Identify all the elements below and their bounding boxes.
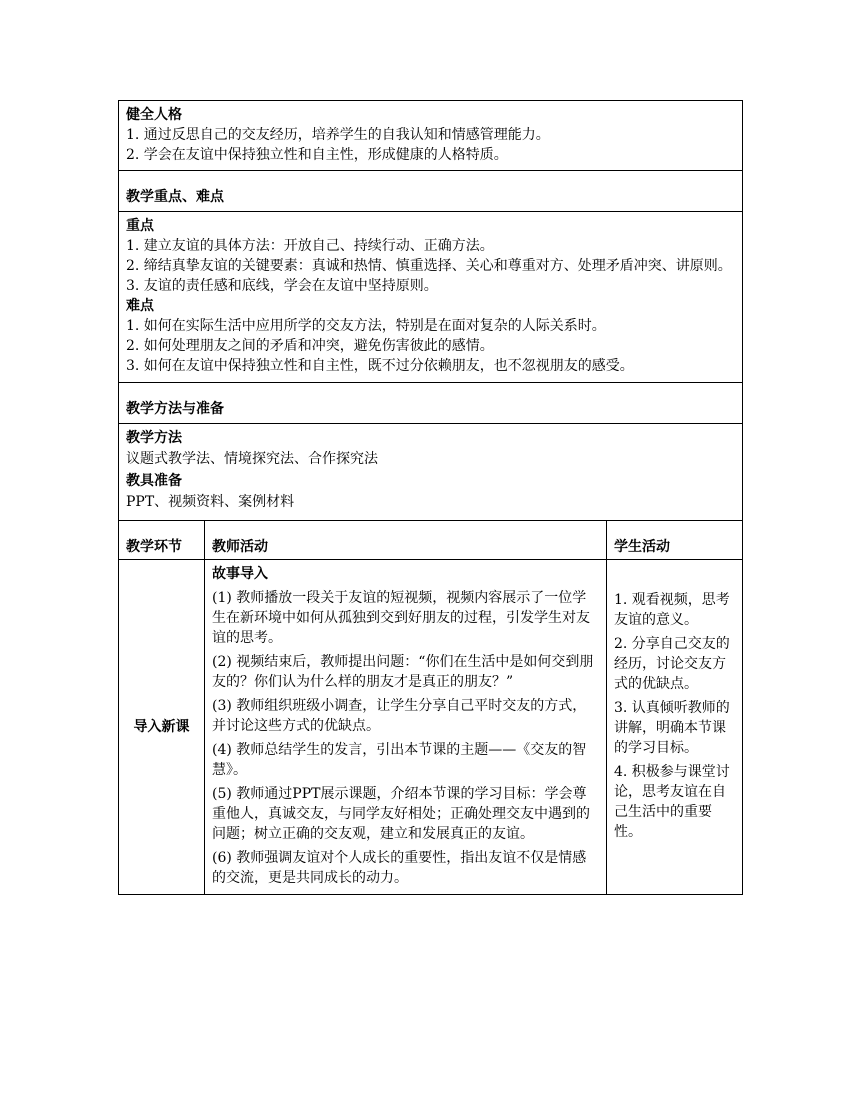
list-item: 4. 积极参与课堂讨论，思考友谊在自己生活中的重要性。	[614, 764, 730, 840]
list-item: 3. 如何在友谊中保持独立性和自主性，既不过分依赖朋友，也不忽视朋友的感受。	[126, 358, 634, 374]
teacher-title: 故事导入	[212, 566, 268, 582]
table-row	[119, 560, 743, 895]
header-stage: 教学环节	[119, 521, 205, 560]
section-methods	[119, 424, 743, 521]
subsection-title: 教学方法	[126, 430, 182, 446]
section-key-points	[119, 212, 743, 383]
list-item: (5) 教师通过PPT展示课题，介绍本节课的学习目标：学会尊重他人，真诚交友，与同学友好相处；正确处理交友中遇到的问题；树立正确的交友观，建立和发展真正的友谊。	[212, 786, 590, 842]
subsection-title: 难点	[126, 298, 154, 314]
list-item: 2. 如何处理朋友之间的矛盾和冲突，避免伤害彼此的感情。	[126, 338, 494, 354]
section-title: 教学方法与准备	[119, 383, 743, 424]
section-header-methods	[119, 383, 743, 424]
list-item: (4) 教师总结学生的发言，引出本节课的主题——《交友的智慧》。	[212, 742, 587, 778]
list-item: 2. 缔结真挚友谊的关键要素：真诚和热情、慎重选择、关心和尊重对方、处理矛盾冲突、讲原则。	[126, 258, 732, 274]
stage-cell: 导入新课	[119, 560, 205, 895]
section-title: 健全人格	[126, 107, 182, 123]
list-item: (1) 教师播放一段关于友谊的短视频，视频内容展示了一位学生在新环境中如何从孤独到交到好朋友的过程，引发学生对友谊的思考。	[212, 590, 590, 646]
table-header-row	[119, 521, 743, 560]
list-item: 2. 学会在友谊中保持独立性和自主性，形成健康的人格特质。	[126, 147, 508, 163]
list-item: 3. 认真倾听教师的讲解，明确本节课的学习目标。	[614, 700, 730, 756]
method-text: 议题式教学法、情境探究法、合作探究法	[126, 451, 378, 467]
subsection-title: 教具准备	[126, 473, 182, 489]
list-item: 1. 如何在实际生活中应用所学的交友方法，特别是在面对复杂的人际关系时。	[126, 318, 606, 334]
header-teacher: 教师活动	[205, 521, 607, 560]
section-header-key-points	[119, 171, 743, 212]
section-title: 教学重点、难点	[119, 171, 743, 212]
header-student: 学生活动	[607, 521, 743, 560]
student-activity-cell	[607, 560, 743, 895]
subsection-title: 重点	[126, 218, 154, 234]
list-item: 1. 通过反思自己的交友经历，培养学生的自我认知和情感管理能力。	[126, 127, 550, 143]
lesson-plan-document	[118, 100, 742, 895]
list-item: 1. 观看视频，思考友谊的意义。	[614, 592, 730, 628]
list-item: 1. 建立友谊的具体方法：开放自己、持续行动、正确方法。	[126, 238, 494, 254]
prep-text: PPT、视频资料、案例材料	[126, 494, 295, 510]
teacher-activity-cell	[205, 560, 607, 895]
lesson-plan-table	[118, 100, 743, 895]
list-item: (3) 教师组织班级小调查，让学生分享自己平时交友的方式，并讨论这些方式的优缺点。	[212, 698, 587, 734]
list-item: (6) 教师强调友谊对个人成长的重要性，指出友谊不仅是情感的交流，更是共同成长的动力。	[212, 850, 587, 886]
list-item: (2) 视频结束后，教师提出问题：“你们在生活中是如何交到朋友的？你们认为什么样的朋友才是真正的朋友？”	[212, 654, 594, 690]
list-item: 2. 分享自己交友的经历，讨论交友方式的优缺点。	[614, 636, 730, 692]
list-item: 3. 友谊的责任感和底线，学会在友谊中坚持原则。	[126, 278, 438, 294]
section-personality	[119, 101, 743, 171]
